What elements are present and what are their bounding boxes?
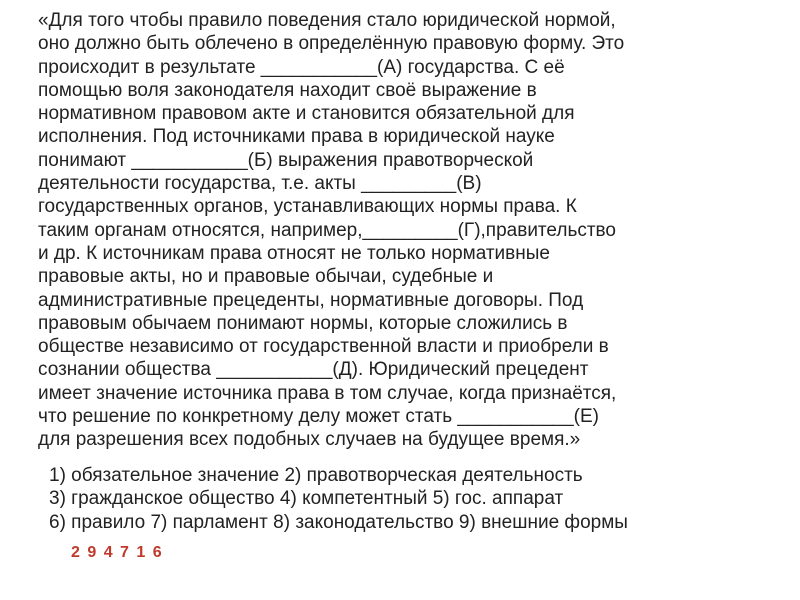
passage-line: государственных органов, устанавливающих нормы права. К: [38, 196, 577, 218]
passage-line: сознании общества ___________(Д). Юридический прецедент: [38, 359, 589, 381]
passage-line: обществе независимо от государственной власти и приобрели в: [38, 336, 609, 358]
passage-line: оно должно быть облечено в определённую правовую форму. Это: [38, 33, 625, 55]
passage-line: «Для того чтобы правило поведения стало юридической нормой,: [38, 10, 616, 31]
task-passage: [38, 9, 788, 452]
options-line: 6) правило 7) парламент 8) законодательство 9) внешние формы: [49, 511, 628, 533]
options-line: 3) гражданское общество 4) компетентный 5) гос. аппарат: [49, 488, 564, 510]
passage-line: и др. К источникам права относят не только нормативные: [38, 242, 550, 264]
passage-line: имеет значение источника права в том случае, когда признаётся,: [38, 382, 617, 404]
passage-line: исполнения. Под источниками права в юридической науке: [38, 126, 555, 148]
passage-line: нормативном правовом акте и становится обязательной для: [38, 103, 575, 125]
passage-line: понимают ___________(Б) выражения правотворческой: [38, 149, 534, 171]
answer-options: [49, 464, 789, 534]
passage-line: правовые акты, но и правовые обычаи, судебные и: [38, 266, 494, 288]
passage-line: административные прецеденты, нормативные договоры. Под: [38, 289, 584, 311]
passage-line: что решение по конкретному делу может стать ___________(Е): [38, 406, 599, 428]
answer-key: 2 9 4 7 1 6: [71, 544, 164, 561]
passage-line: деятельности государства, т.е. акты _________(В): [38, 173, 482, 195]
passage-line: таким органам относятся, например,_________(Г),правительство: [38, 219, 616, 241]
passage-line: правовым обычаем понимают нормы, которые сложились в: [38, 312, 568, 334]
passage-line: помощью воля законодателя находит своё выражение в: [38, 79, 537, 101]
options-line: 1) обязательное значение 2) правотворческая деятельность: [49, 465, 583, 486]
passage-line: для разрешения всех подобных случаев на будущее время.»: [38, 429, 581, 451]
passage-line: происходит в результате ___________(А) государства. С её: [38, 56, 565, 78]
